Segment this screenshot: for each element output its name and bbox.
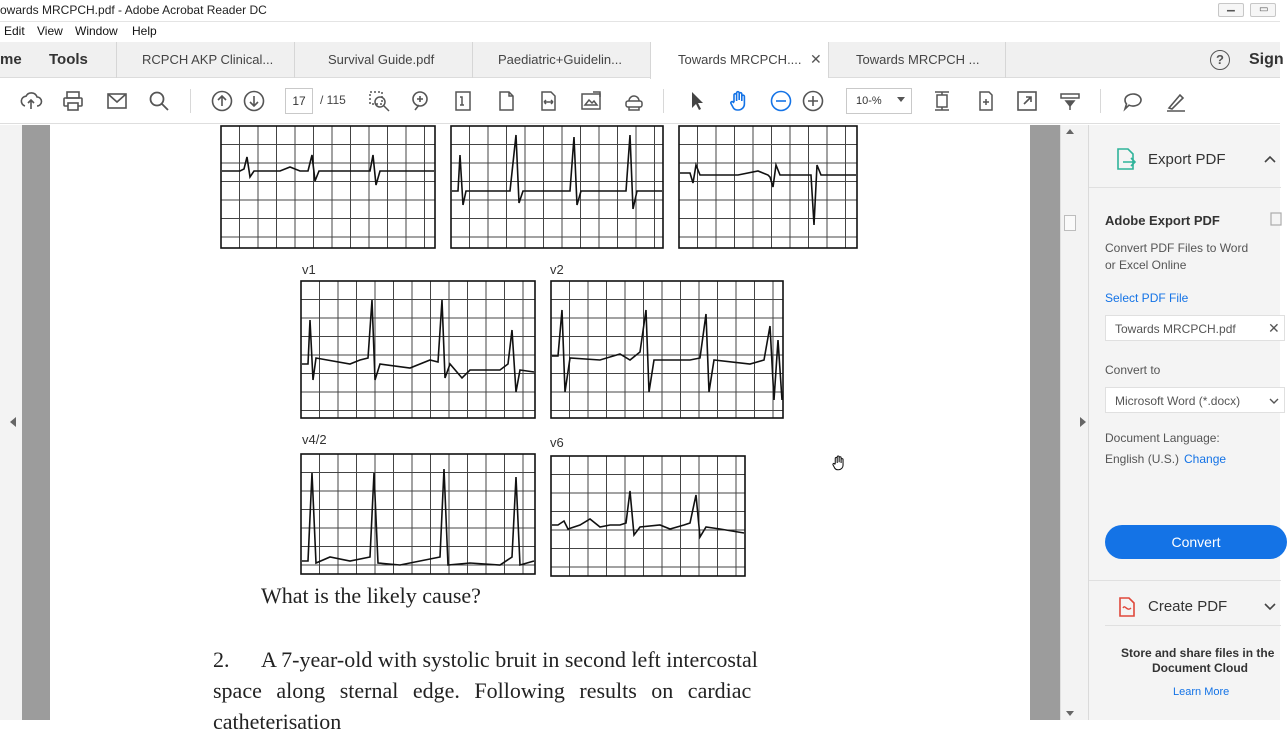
expand-left-pane-icon[interactable] [10,417,16,427]
chevron-up-icon[interactable] [1263,154,1277,164]
search-icon[interactable] [147,89,171,113]
highlight-pen-icon[interactable] [1164,89,1188,113]
doc-tab-label: Towards MRCPCH.... [678,52,802,67]
question-1-prompt: What is the likely cause? [261,583,481,608]
ecg-grid [551,281,783,418]
divider [1089,187,1281,188]
ecg-grid [301,281,535,418]
lead-label-v2: v2 [550,262,564,277]
tab-bar [0,42,1284,78]
doc-tab-paediatric-guideline[interactable] [472,42,650,78]
more-tools-icon[interactable] [1058,89,1082,113]
convert-to-value: Microsoft Word (*.docx) [1115,394,1241,408]
question-2-line-1: A 7-year-old with systolic bruit in second left intercostal [261,647,758,672]
marquee-zoom-icon[interactable] [367,89,391,113]
vertical-scrollbar[interactable] [1060,125,1078,720]
learn-more-link[interactable]: Learn More [1173,686,1230,698]
select-pdf-file-link[interactable]: Select PDF File [1105,291,1189,305]
toolbar-separator [1100,89,1101,113]
export-pdf-icon [1115,147,1137,171]
menu-window[interactable]: Window [75,24,118,38]
change-language-link[interactable]: Change [1184,452,1227,466]
tab-tools[interactable]: Tools [49,51,88,68]
zoom-level-value: 10-% [856,95,882,107]
title-bar [0,0,1280,22]
document-language-value: English (U.S.) [1105,452,1180,466]
question-2-number: 2. [213,647,230,672]
sign-in-link[interactable]: Sign [1249,51,1284,68]
menu-view[interactable]: View [37,24,63,38]
collapse-right-pane-icon[interactable] [1080,417,1086,427]
export-pdf-title[interactable]: Export PDF [1148,151,1226,168]
info-icon[interactable] [1269,212,1283,226]
document-viewport[interactable] [0,125,1060,734]
ecg-strip-lead-v4-2 [300,453,536,575]
scroll-up-icon[interactable] [1066,129,1074,134]
lead-label-v6: v6 [550,435,564,450]
full-screen-icon[interactable] [1015,89,1039,113]
create-pdf-title[interactable]: Create PDF [1148,598,1228,615]
doc-tab-label: Paediatric+Guidelin... [498,52,622,67]
menu-bar [0,22,1280,42]
tab-home[interactable]: me [0,51,22,68]
comment-icon[interactable] [1121,89,1145,113]
help-icon[interactable]: ? [1210,50,1230,70]
selected-file-name: Towards MRCPCH.pdf [1115,322,1236,336]
chevron-down-icon [897,97,905,102]
select-cursor-icon[interactable] [685,89,709,113]
divider [1089,580,1281,581]
pdf-page [50,125,1030,734]
single-page-icon[interactable] [494,89,518,113]
menu-edit[interactable]: Edit [4,24,25,38]
doc-tab-label: RCPCH AKP Clinical... [142,52,274,67]
fit-page-icon[interactable] [930,89,954,113]
create-pdf-icon [1117,596,1137,618]
upload-cloud-icon[interactable] [19,89,43,113]
ecg-strip-lead-top-2 [450,125,664,249]
ecg-strip-lead-top-3 [678,125,858,249]
convert-to-select[interactable] [1105,387,1285,413]
doc-tab-towards-mrcpch-2[interactable] [828,42,1006,78]
menu-help[interactable]: Help [132,24,157,38]
zoom-in-icon[interactable] [801,89,825,113]
hand-cursor-icon [830,453,848,473]
close-icon[interactable]: ✕ [1268,320,1280,336]
convert-button[interactable]: Convert [1105,525,1287,559]
doc-tab-survival-guide[interactable] [294,42,472,78]
rotate-view-icon[interactable] [973,89,997,113]
ecg-strip-lead-v6 [550,455,746,577]
lead-label-v1: v1 [302,262,316,277]
ecg-grid [679,126,857,248]
page-total: / 115 [320,93,346,107]
doc-tab-label: Towards MRCPCH ... [856,52,980,67]
export-description-line2: or Excel Online [1105,258,1187,272]
ecg-strip-lead-v2 [550,280,784,419]
ecg-grid [301,454,535,574]
export-pdf-pane [1088,125,1280,720]
ecg-strip-lead-top-1 [220,125,436,249]
fit-width-icon[interactable] [536,89,560,113]
ecg-grid [451,126,663,248]
chevron-down-icon[interactable] [1263,602,1277,612]
scrolling-mode-icon[interactable] [451,89,475,113]
window-title: owards MRCPCH.pdf - Adobe Acrobat Reader DC [0,3,267,17]
ecg-grid [551,456,745,576]
scrollbar-thumb[interactable] [1064,215,1076,231]
document-cloud-line2: Document Cloud [1152,661,1248,675]
read-aloud-icon[interactable] [622,89,646,113]
page-number-input[interactable]: 17 [285,88,313,114]
ecg-grid [221,126,435,248]
maximize-button[interactable]: ▭ [1250,3,1276,17]
doc-tab-towards-mrcpch-active[interactable] [650,42,828,79]
question-2-line-2: space along sternal edge. Following results on cardiac [213,678,752,703]
adobe-export-heading: Adobe Export PDF [1105,213,1220,228]
convert-to-label: Convert to [1105,363,1161,377]
chevron-down-icon [1268,396,1280,406]
document-language-label: Document Language: [1105,431,1220,445]
email-icon[interactable] [105,89,129,113]
page-thumbnails-icon[interactable] [579,89,603,113]
lead-label-v4-2: v4/2 [302,432,327,447]
zoom-out-icon[interactable] [769,89,793,113]
doc-tab-rcpch[interactable] [116,42,294,78]
divider [1105,625,1281,626]
hand-tool-icon[interactable] [727,89,751,113]
toolbar-separator [663,89,664,113]
print-icon[interactable] [61,89,85,113]
doc-tab-label: Survival Guide.pdf [328,52,435,67]
ecg-strip-lead-v1 [300,280,536,419]
toolbar-separator [190,89,191,113]
next-page-icon[interactable] [242,89,266,113]
zoom-tool-icon[interactable] [409,89,433,113]
selected-file-field [1105,315,1285,341]
zoom-level-select[interactable] [846,88,912,114]
right-pane-toggle[interactable] [1078,125,1088,720]
close-tab-icon[interactable]: ✕ [810,51,822,67]
main-toolbar [0,79,1280,124]
question-2-line-3: catheterisation [213,709,342,734]
document-cloud-line1: Store and share files in the [1121,646,1275,660]
previous-page-icon[interactable] [210,89,234,113]
scroll-down-icon[interactable] [1066,711,1074,716]
export-description-line1: Convert PDF Files to Word [1105,241,1249,255]
minimize-button[interactable]: ▁ [1218,3,1244,17]
